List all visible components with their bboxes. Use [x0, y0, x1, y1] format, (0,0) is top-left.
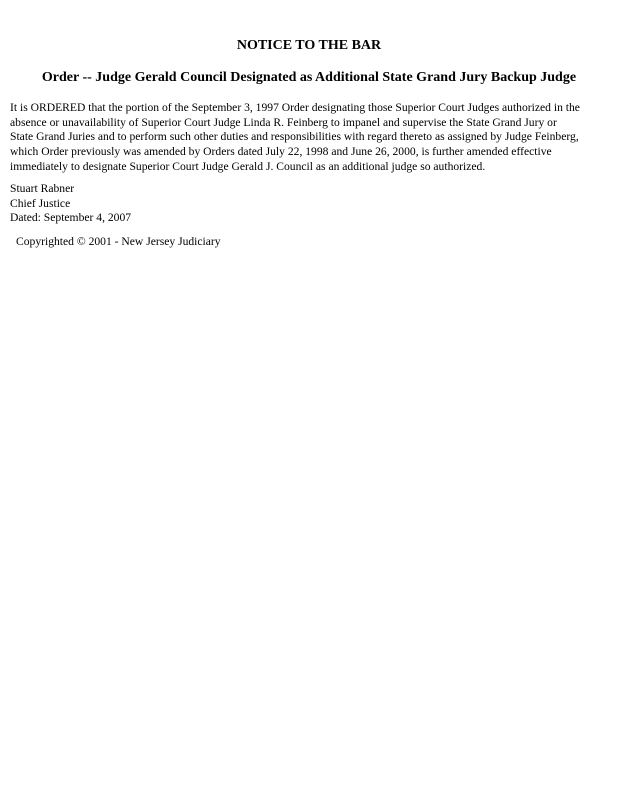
- order-body-line: absence or unavailability of Superior Court Judge Linda R. Feinberg to impanel and supervise the State Grand Jury or: [10, 115, 557, 129]
- order-body-line: It is ORDERED that the portion of the September 3, 1997 Order designating those Superior Court Judges authorized in the: [10, 101, 580, 114]
- order-body-line: State Grand Juries and to perform such other duties and responsibilities with regard thereto as assigned by Judge Feinberg,: [10, 130, 579, 144]
- order-title: Order -- Judge Gerald Council Designated as Additional State Grand Jury Backup Judge: [41, 70, 577, 85]
- order-body: [10, 101, 610, 175]
- order-body-line: immediately to designate Superior Court Judge Gerald J. Council as an additional judge so authorized.: [10, 159, 486, 173]
- copyright-notice: Copyrighted © 2001 - New Jersey Judiciary: [16, 235, 221, 248]
- signatory-name: Stuart Rabner: [10, 182, 75, 195]
- signatory-title: Chief Justice: [10, 196, 71, 210]
- signature-block: [10, 182, 131, 226]
- order-body-line: which Order previously was amended by Orders dated July 22, 1998 and June 26, 2000, is further amended effective: [10, 145, 552, 159]
- signature-date: Dated: September 4, 2007: [10, 211, 132, 224]
- notice-title: NOTICE TO THE BAR: [236, 38, 382, 53]
